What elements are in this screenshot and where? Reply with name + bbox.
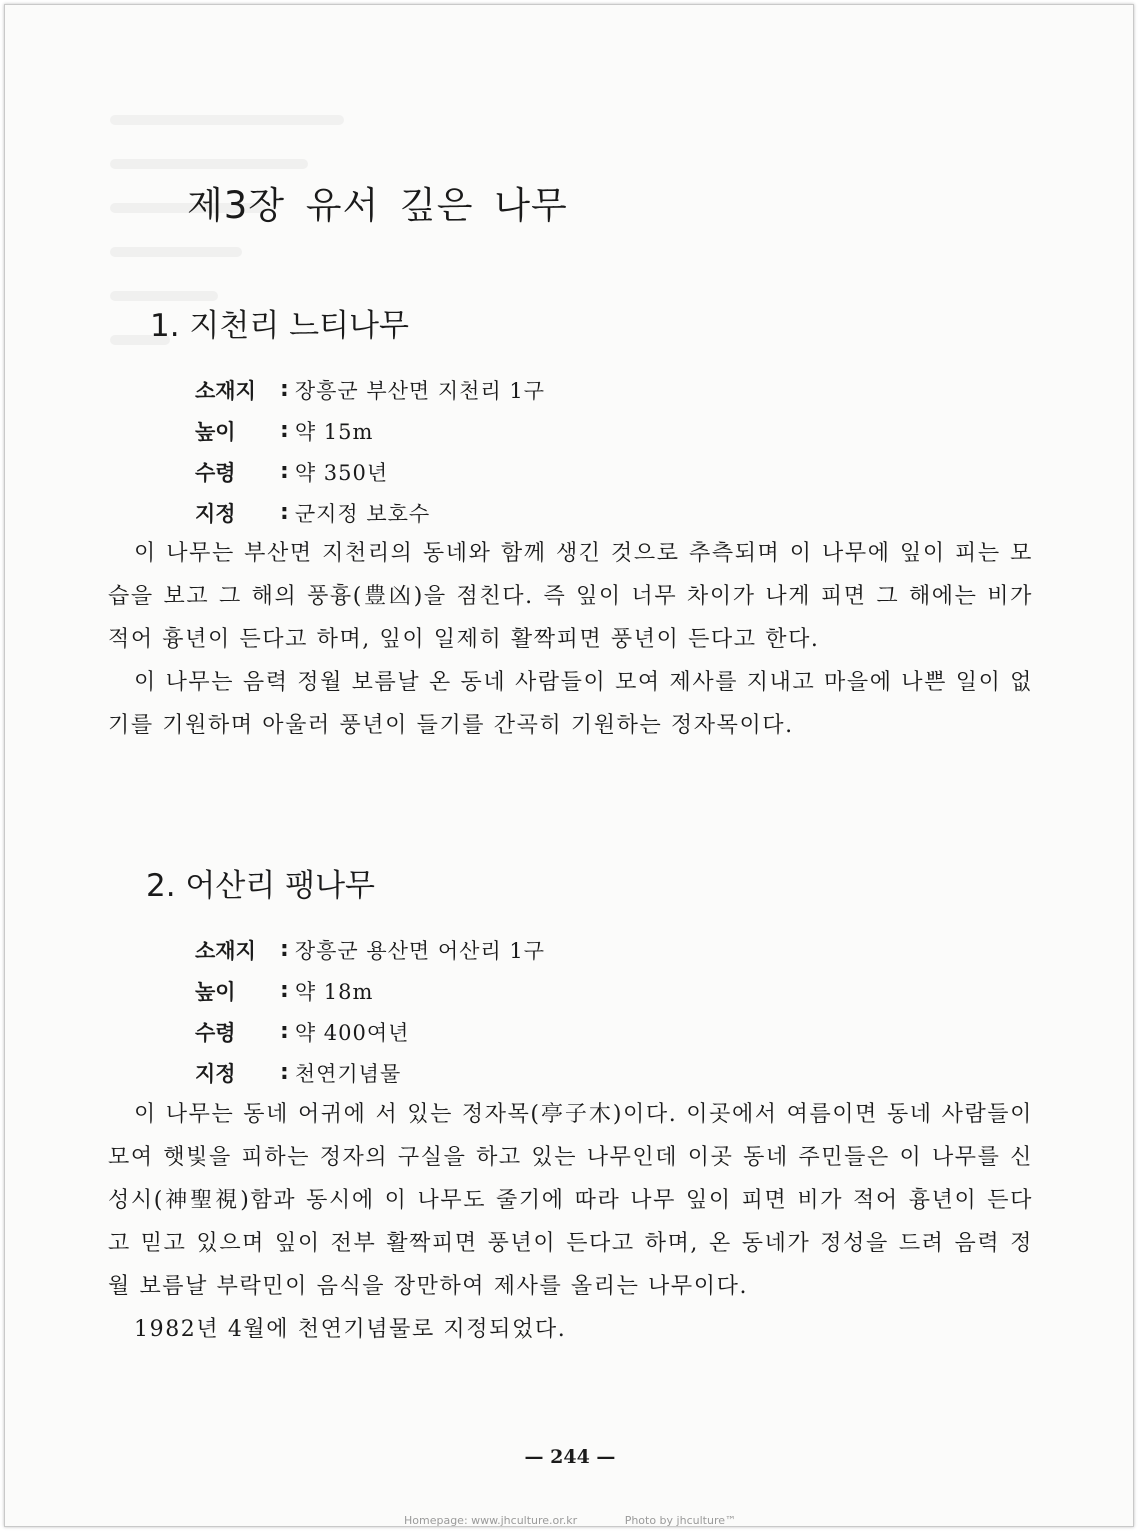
fact-label: 지정 [195,501,236,526]
fact-label: 소재지 [195,378,256,403]
chapter-title: 제3장 유서 깊은 나무 [187,184,568,227]
fact-list [195,369,545,533]
fact-height: 높이 : 약 18m [195,970,545,1011]
fact-age: 수령 : 약 350년 [195,451,545,492]
fact-label: 높이 [195,979,236,1004]
fact-location: 소재지 : 장흥군 용산면 어산리 1구 [195,929,545,970]
paragraph: 이 나무는 동네 어귀에 서 있는 정자목(亭子木)이다. 이곳에서 여름이면 동네 사람들이 모여 햇빛을 피하는 정자의 구실을 하고 있는 나무인데 이곳 동네 주민들은 이 나무를 신성시(神聖視)함과 동시에 이 나무도 줄기에 따라 나무 잎이 피면 비가 적어 흉년이 든다고 믿고 있으며 잎이 전부 활짝피면 풍년이 든다고 하며, 온 동네가 정성을 드려 음력 정월 보름날 부락민이 음식을 장만하여 제사를 올리는 나무이다. [108,1102,1033,1299]
fact-label: 수령 [195,1020,236,1045]
fact-value: 약 15m [294,419,374,444]
fact-designation: 지정 : 천연기념물 [195,1052,545,1093]
paragraph: 이 나무는 음력 정월 보름날 온 동네 사람들이 모여 제사를 지내고 마을에 나쁜 일이 없기를 기원하며 아울러 풍년이 들기를 간곡히 기원하는 정자목이다. [108,670,1033,738]
paragraph: 이 나무는 부산면 지천리의 동네와 함께 생긴 것으로 추측되며 이 나무에 잎이 피는 모습을 보고 그 해의 풍흉(豊凶)을 점친다. 즉 잎이 너무 차이가 나게 피면 그 해에는 비가 적어 흉년이 든다고 하며, 잎이 일제히 활짝피면 풍년이 든다고 한다. [108,541,1033,652]
paragraph: 1982년 4월에 천연기념물로 지정되었다. [134,1317,567,1342]
fact-value: 천연기념물 [294,1061,402,1086]
photo-credit [0,1514,1140,1527]
fact-value: 약 350년 [294,460,389,485]
fact-value: 군지정 보호수 [294,501,431,526]
fact-location: 소재지 : 장흥군 부산면 지천리 1구 [195,369,545,410]
fact-value: 약 400여년 [294,1020,410,1045]
section-heading: 2. 어산리 팽나무 [146,868,375,904]
fact-age: 수령 : 약 400여년 [195,1011,545,1052]
fact-list [195,929,545,1093]
page-number: — 244 — [524,1446,616,1468]
homepage-credit: Homepage: www.jhculture.or.kr [403,1514,578,1527]
section-heading: 1. 지천리 느티나무 [150,308,409,344]
body-text [108,532,1033,747]
fact-value: 장흥군 용산면 어산리 1구 [294,938,546,963]
fact-designation: 지정 : 군지정 보호수 [195,492,545,533]
fact-label: 지정 [195,1061,236,1086]
photo-credit-text: Photo by jhculture™ [624,1514,736,1527]
body-text [108,1093,1033,1351]
fact-height: 높이 : 약 15m [195,410,545,451]
fact-value: 장흥군 부산면 지천리 1구 [294,378,546,403]
fact-label: 소재지 [195,938,256,963]
fact-label: 높이 [195,419,236,444]
fact-label: 수령 [195,460,236,485]
fact-value: 약 18m [294,979,374,1004]
